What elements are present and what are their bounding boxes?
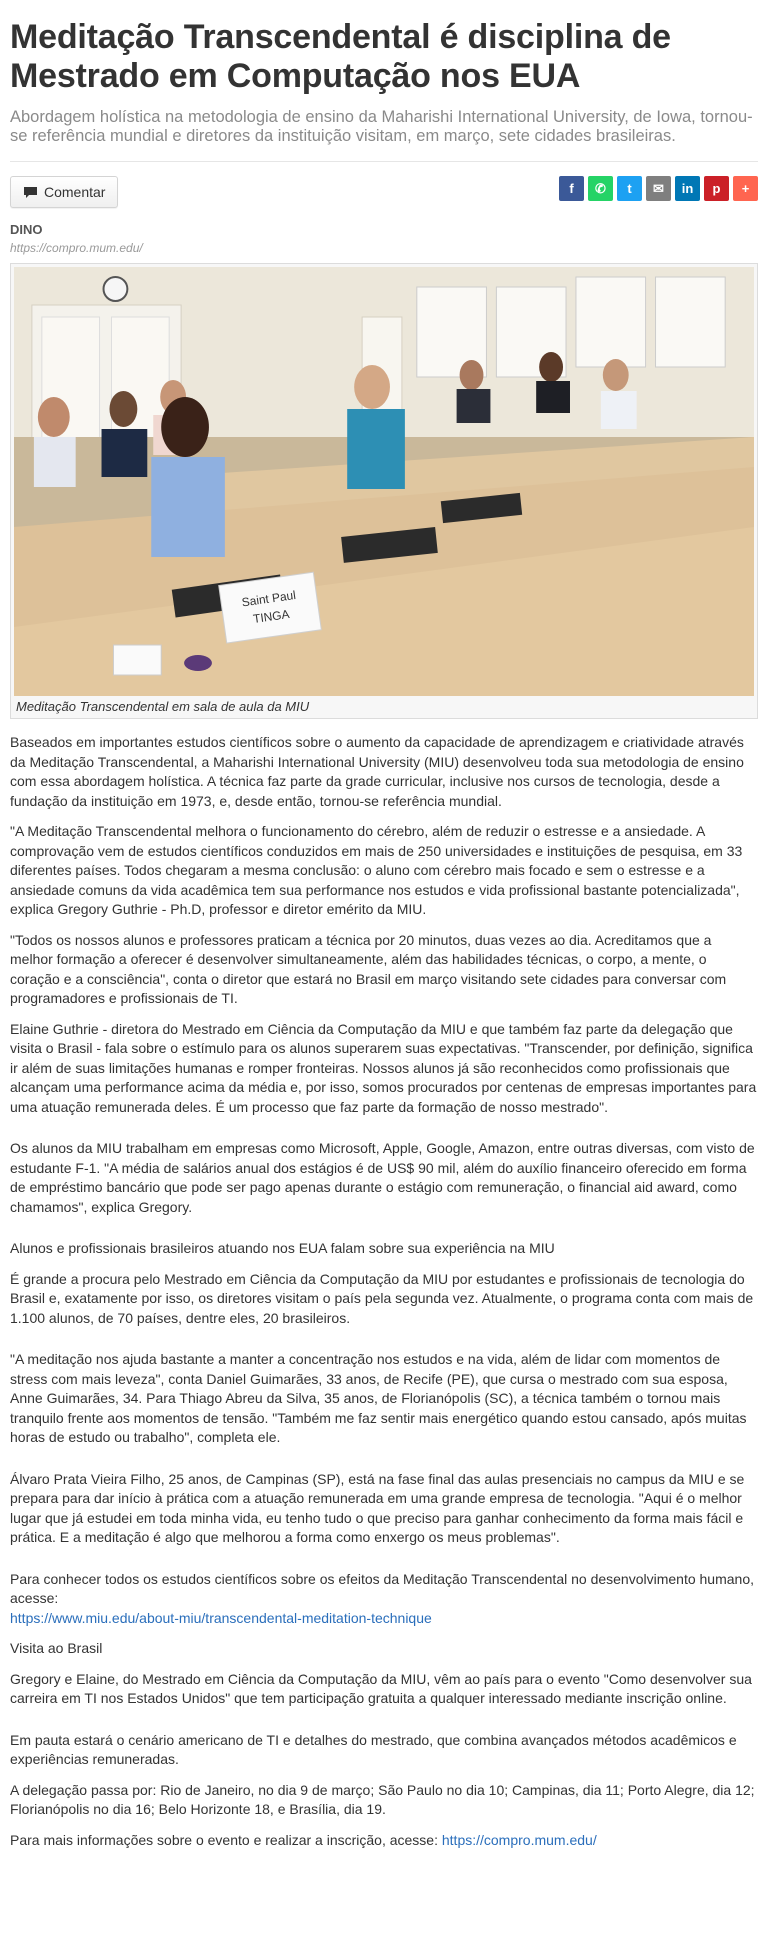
paragraph: "Todos os nossos alunos e professores praticam a técnica por 20 minutos, duas vezes ao dia. Acreditamos que a melhor formação a oferecer é desenvolver simultaneamente, além das habilidades técnicas, o corpo, a mente, o coração e a consciência", conta o diretor que estará no Brasil em março visitando sete cidades para conversar com programadores e profissionais de TI.	[10, 931, 727, 1006]
divider	[10, 161, 758, 162]
paragraph-text: Para conhecer todos os estudos científicos sobre os efeitos da Meditação Transcendental no desenvolvimento humano, acesse:	[10, 1570, 755, 1606]
paragraph: Os alunos da MIU trabalham em empresas como Microsoft, Apple, Google, Amazon, entre outras diversas, com visto de estudante F-1. "A média de salários anual dos estágios é de US$ 90 mil, além do auxílio financeiro oferecido em forma de empréstimo bancário que pode ser pago apenas durante o estágio com remuneração, o financial aid award, como chamamos", explica Gregory.	[10, 1140, 755, 1215]
article	[0, 18, 768, 1850]
section-heading: Visita ao Brasil	[10, 1640, 103, 1656]
miu-technique-link[interactable]: https://www.miu.edu/about-miu/transcendental-meditation-technique	[10, 1609, 432, 1626]
plus-icon: +	[741, 181, 750, 196]
facebook-icon: f	[569, 181, 574, 196]
twitter-share-button[interactable]	[617, 176, 642, 201]
image-caption: Meditação Transcendental em sala de aula da MIU	[16, 699, 310, 714]
email-share-button[interactable]	[646, 176, 671, 201]
author-name: DINO	[10, 222, 43, 237]
twitter-icon: t	[627, 181, 632, 196]
share-buttons	[559, 176, 758, 201]
desk-sign-line1: Saint Paul	[240, 587, 297, 610]
registration-link[interactable]: https://compro.mum.edu/	[441, 1831, 597, 1848]
more-share-button[interactable]	[733, 176, 758, 201]
desk-sign-line2: TINGA	[252, 607, 291, 627]
paragraph	[10, 1570, 758, 1629]
speech-bubble-icon	[23, 186, 38, 199]
facebook-share-button[interactable]	[559, 176, 584, 201]
comment-button-label: Comentar	[44, 184, 106, 200]
paragraph: É grande a procura pelo Mestrado em Ciência da Computação da MIU por estudantes e profissionais de tecnologia do Brasil e, exatamente por isso, os diretores visitam o país pela segunda vez. Atualmente, o programa conta com mais de 1.100 alunos, de 70 países, dentre eles, 20 brasileiros.	[10, 1270, 754, 1326]
paragraph	[10, 1831, 758, 1851]
article-subtitle: Abordagem holística na metodologia de ensino da Maharishi International University, de Iowa, tornou-se referência mundial e diretores da instituição visitam, em março, sete cidades brasileiras.	[10, 108, 753, 145]
paragraph: Em pauta estará o cenário americano de TI e detalhes do mestrado, que combina avançados métodos acadêmicos e experiências remuneradas.	[10, 1731, 737, 1767]
paragraph: Álvaro Prata Vieira Filho, 25 anos, de Campinas (SP), está na fase final das aulas presenciais no campus da MIU e se prepara para dar início à prática com a atuação remunerada em uma grande empresa de tecnologia. "Aqui é o melhor lugar que já estudei em toda minha vida, eu tenho tudo o que preciso para ganhar conhecimento da forma mais fácil e prática. E a meditação é algo que melhorou a forma como enxergo os meus problemas".	[10, 1470, 745, 1545]
whatsapp-share-button[interactable]	[588, 176, 613, 201]
paragraph: Baseados em importantes estudos científicos sobre o aumento da capacidade de aprendizagem e criatividade através da Meditação Transcendental, a Maharishi International University (MIU) desenvolveu toda sua metodologia de ensino com essa abordagem holística. A técnica faz parte da grade curricular, inclusive nos cursos de tecnologia, desde a fundação da instituição em 1973, e, desde então, tornou-se referência mundial.	[10, 734, 744, 809]
pinterest-icon: p	[712, 181, 721, 196]
page-title: Meditação Transcendental é disciplina de Mestrado em Computação nos EUA	[10, 18, 671, 95]
email-icon: ✉	[653, 180, 664, 196]
linkedin-icon: in	[681, 181, 694, 196]
classroom-photo	[14, 267, 754, 696]
paragraph: Elaine Guthrie - diretora do Mestrado em Ciência da Computação da MIU e que também faz parte da delegação que visita o Brasil - fala sobre o estímulo para os alunos superarem suas expectativas. "Transcender, por definição, significa ir além de suas limitações humanas e romper fronteiras. Nossos alunos já são reconhecidos como profissionais que alcançam uma performance acima da média e, por isso, somos procurados por centenas de empresas importantes para uma atuação remunerada deles. É um processo que faz parte da formação de nosso mestrado".	[10, 1020, 757, 1115]
paragraph: "A meditação nos ajuda bastante a manter a concentração nos estudos e na vida, além de lidar com momentos de stress com mais leveza", conta Daniel Guimarães, 33 anos, de Recife (PE), que cursa o mestrado com sua esposa, Anne Guimarães, 34. Para Thiago Abreu da Silva, 35 anos, de Florianópolis (SC), a técnica também o tornou mais tranquilo frente aos momentos de tensão. "Também me faz sentir mais energético quando estou cansado, após muitas horas de estudo ou trabalho", completa ele.	[10, 1351, 747, 1445]
whatsapp-icon: ✆	[595, 180, 606, 196]
paragraph: Gregory e Elaine, do Mestrado em Ciência da Computação da MIU, vêm ao país para o evento "Como desenvolver sua carreira em TI nos Estados Unidos" que tem participação gratuita a qualquer interessado mediante inscrição online.	[10, 1670, 752, 1706]
action-bar	[10, 174, 758, 212]
paragraph-text: Para mais informações sobre o evento e realizar a inscrição, acesse:	[10, 1831, 438, 1848]
article-figure	[10, 263, 758, 719]
linkedin-share-button[interactable]	[675, 176, 700, 201]
paragraph: "A Meditação Transcendental melhora o funcionamento do cérebro, além de reduzir o estresse e a ansiedade. A comprovação vem de estudos científicos conduzidos em mais de 250 universidades e instituições de pesquisa, em 33 diferentes países. Todos chegaram a mesma conclusão: o aluno com cérebro mais focado e sem o estresse e a ansiedade comuns da vida acadêmica tem sua performance nos estudos e vida profissional bastante potencializada", explica Gregory Guthrie - Ph.D, professor e diretor emérito da MIU.	[10, 823, 743, 917]
comment-button[interactable]	[10, 176, 118, 208]
pinterest-share-button[interactable]	[704, 176, 729, 201]
paragraph: A delegação passa por: Rio de Janeiro, no dia 9 de março; São Paulo no dia 10; Campinas, dia 11; Porto Alegre, dia 12; Florianópolis no dia 16; Belo Horizonte 18, e Brasília, dia 19.	[10, 1781, 755, 1817]
source-link[interactable]: https://compro.mum.edu/	[10, 241, 143, 255]
section-heading: Alunos e profissionais brasileiros atuando nos EUA falam sobre sua experiência na MIU	[10, 1240, 555, 1256]
article-body	[10, 733, 758, 1850]
